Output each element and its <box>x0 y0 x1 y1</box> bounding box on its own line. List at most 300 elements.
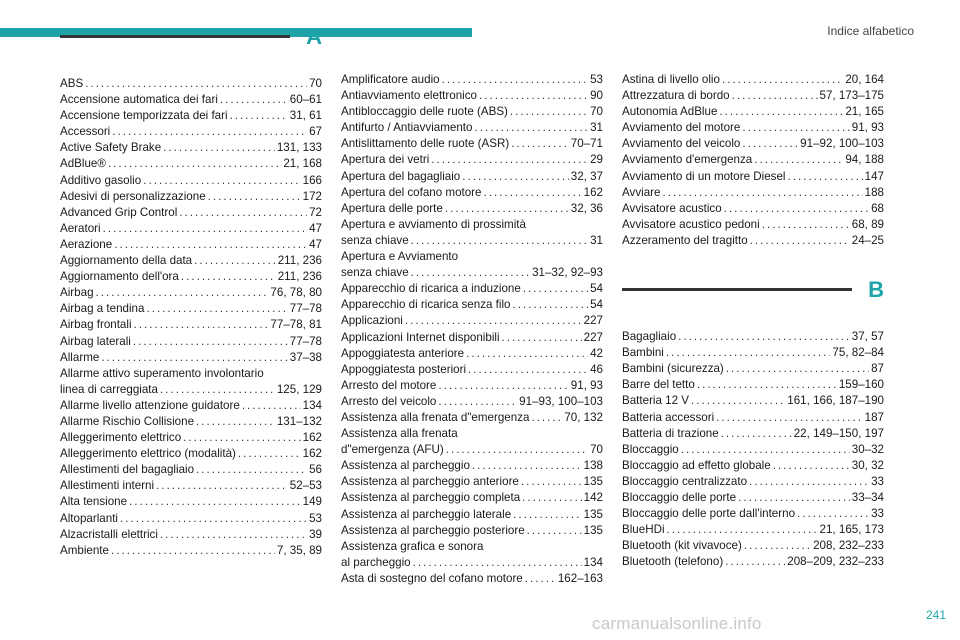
index-entry-term: Accensione temporizzata dei fari <box>60 109 228 123</box>
index-entry-pages: 162 <box>583 185 603 199</box>
index-entry <box>60 92 322 108</box>
index-entry <box>622 136 884 152</box>
index-entry-pages: 94, 188 <box>845 153 884 167</box>
index-entry <box>60 140 322 156</box>
watermark: carmanualsonline.info <box>592 614 762 633</box>
index-entry-pages: 46 <box>590 362 603 376</box>
index-entry-row <box>60 543 322 559</box>
dot-leader <box>134 317 269 333</box>
index-entry-term: Allestimenti interni <box>60 479 155 493</box>
index-entry-row <box>60 382 322 398</box>
index-entry <box>341 571 603 587</box>
index-entry-term: Batteria accessori <box>622 410 715 424</box>
section-rule <box>60 35 290 38</box>
section-letter: A <box>306 24 322 49</box>
index-entry-pages: 227 <box>583 330 603 344</box>
index-entry-pages: 37–38 <box>289 350 322 364</box>
dot-leader <box>413 555 582 571</box>
dot-leader <box>112 124 307 140</box>
index-entry-row <box>341 313 603 329</box>
index-entry-row <box>341 72 603 88</box>
index-entry-pages: 134 <box>583 555 603 569</box>
index-entry-row <box>622 458 884 474</box>
index-entry-row <box>341 490 603 506</box>
index-entry-pages: 159–160 <box>838 378 884 392</box>
index-entry-term: Aggiornamento della data <box>60 254 193 268</box>
dot-leader <box>179 205 307 221</box>
index-entry-term: Accensione automatica dei fari <box>60 93 218 107</box>
index-entry-term: Additivo gasolio <box>60 173 142 187</box>
index-entry-pages: 227 <box>583 314 603 328</box>
index-entry-pages: 72 <box>309 205 322 219</box>
index-entry-pages: 162–163 <box>557 571 603 585</box>
index-entry-term: Bambini <box>622 346 664 360</box>
index-entry <box>341 490 603 506</box>
index-entry-pages: 188 <box>864 185 884 199</box>
index-entry-row <box>341 330 603 346</box>
index-entry <box>60 221 322 237</box>
dot-leader <box>726 361 869 377</box>
index-entry-pages: 166 <box>302 173 322 187</box>
index-entry-row <box>341 88 603 104</box>
dot-leader <box>787 169 862 185</box>
index-entry-term: AdBlue® <box>60 157 106 171</box>
index-entry <box>622 88 884 104</box>
index-entry-row <box>60 478 322 494</box>
index-entry-term: Autonomia AdBlue <box>622 105 718 119</box>
index-entry-pages: 70 <box>590 105 603 119</box>
index-entry <box>60 237 322 253</box>
index-entry-row <box>341 555 603 571</box>
index-entry-term: Arresto del veicolo <box>341 394 437 408</box>
index-entry <box>341 474 603 490</box>
index-entry-pages: 87 <box>871 362 884 376</box>
index-entry-term: Alleggerimento elettrico (modalità) <box>60 447 236 461</box>
index-entry-row <box>622 474 884 490</box>
index-entry-pages: 138 <box>583 459 603 473</box>
dot-leader <box>666 345 831 361</box>
dot-leader <box>691 393 785 409</box>
index-entry-pages: 7, 35, 89 <box>276 543 322 557</box>
index-entry-row <box>341 281 603 297</box>
index-entry <box>622 426 884 442</box>
index-entry-row <box>60 173 322 189</box>
index-entry-pages: 211, 236 <box>277 254 322 268</box>
index-entry-row <box>60 317 322 333</box>
index-entry-pages: 147 <box>864 169 884 183</box>
dot-leader <box>722 72 843 88</box>
dot-leader <box>742 120 849 136</box>
index-entry-row <box>622 490 884 506</box>
dot-leader <box>472 458 582 474</box>
index-entry-term: Alta tensione <box>60 495 128 509</box>
index-entry-pages: 30–32 <box>851 442 884 456</box>
index-entry-term: Apertura del bagagliaio <box>341 169 461 183</box>
index-entry <box>341 410 603 426</box>
index-entry-term: Aeratori <box>60 221 101 235</box>
index-entry-term: ABS <box>60 77 84 90</box>
index-entry-term: Avvisatore acustico <box>622 201 722 215</box>
index-entry <box>60 366 322 398</box>
index-entry <box>341 152 603 168</box>
index-entry-term: senza chiave <box>341 233 409 247</box>
index-entry <box>60 108 322 124</box>
dot-leader <box>773 458 850 474</box>
page-header-title: Indice alfabetico <box>827 24 914 38</box>
dot-leader <box>797 506 869 522</box>
index-entry <box>60 511 322 527</box>
index-entry-term: Apertura delle porte <box>341 201 443 215</box>
index-entry <box>60 205 322 221</box>
index-entry-pages: 39 <box>309 527 322 541</box>
dot-leader <box>744 538 811 554</box>
dot-leader <box>96 285 269 301</box>
index-entry-pages: 161, 166, 187–190 <box>787 394 884 408</box>
index-entry-pages: 70, 132 <box>564 410 603 424</box>
dot-leader <box>114 237 307 253</box>
index-entry <box>622 490 884 506</box>
dot-leader <box>510 104 588 120</box>
index-entry-term: Avviamento d'emergenza <box>622 153 753 167</box>
index-entry-pages: 77–78 <box>289 302 322 316</box>
dot-leader <box>160 382 275 398</box>
index-entry-term: Assistenza al parcheggio <box>341 459 470 473</box>
dot-leader <box>129 494 301 510</box>
index-entry-pages: 21, 165, 173 <box>819 523 884 537</box>
index-entry-row <box>341 362 603 378</box>
index-entry-term: Aerazione <box>60 237 113 251</box>
index-entry <box>341 394 603 410</box>
index-entry-row <box>341 442 603 458</box>
dot-leader <box>474 120 588 136</box>
index-entry-pages: 53 <box>590 73 603 86</box>
index-entry <box>341 346 603 362</box>
index-entry-row <box>60 205 322 221</box>
index-column-2 <box>341 72 603 587</box>
index-entry <box>622 217 884 233</box>
index-entry-row <box>341 410 603 426</box>
index-entry-row <box>341 378 603 394</box>
index-entry-pages: 22, 149–150, 197 <box>793 426 884 440</box>
index-entry-term: Assistenza alla frenata d"emergenza <box>341 410 530 424</box>
index-entry-row <box>341 201 603 217</box>
index-entry-pages: 54 <box>590 298 603 312</box>
index-entry-term: senza chiave <box>341 266 409 280</box>
dot-leader <box>738 490 850 506</box>
dot-leader <box>531 410 562 426</box>
index-entry <box>60 398 322 414</box>
index-entry-row <box>622 361 884 377</box>
index-entry-term: Avviamento del motore <box>622 121 741 135</box>
index-entry-term: Appoggiatesta anteriore <box>341 346 465 360</box>
index-entry-term-first-line: Assistenza alla frenata <box>341 427 458 441</box>
index-entry-row <box>341 185 603 201</box>
index-entry-pages: 134 <box>302 398 322 412</box>
index-entry-row <box>341 474 603 490</box>
index-entry-term: Alzacristalli elettrici <box>60 527 158 541</box>
index-entry <box>341 313 603 329</box>
index-entry <box>60 253 322 269</box>
index-entry-term: Allarme Rischio Collisione <box>60 414 195 428</box>
index-entry-term: Adesivi di personalizzazione <box>60 189 206 203</box>
dot-leader <box>762 217 850 233</box>
index-entry <box>341 362 603 378</box>
dot-leader <box>111 543 275 559</box>
index-entry-term: Assistenza al parcheggio completa <box>341 491 521 505</box>
index-entry-row <box>622 426 884 442</box>
index-entry-pages: 31 <box>590 121 603 135</box>
dot-leader <box>445 201 569 217</box>
dot-leader <box>196 414 275 430</box>
index-entry-term: Barre del tetto <box>622 378 695 392</box>
index-entry-row <box>60 285 322 301</box>
index-entry-row <box>622 393 884 409</box>
index-entry-term: al parcheggio <box>341 555 411 569</box>
index-entry <box>60 269 322 285</box>
index-entry-pages: 135 <box>583 523 603 537</box>
index-entry-term: Bluetooth (telefono) <box>622 555 724 569</box>
dot-leader <box>479 88 588 104</box>
index-entry <box>60 350 322 366</box>
index-entry <box>341 458 603 474</box>
dot-leader <box>725 554 785 570</box>
index-entry-pages: 135 <box>583 507 603 521</box>
index-entry-pages: 24–25 <box>851 233 884 247</box>
index-entry-term: Antifurto / Antiavviamento <box>341 121 473 135</box>
index-entry-term: Amplificatore audio <box>341 73 440 86</box>
index-entry-term: Bluetooth (kit vivavoce) <box>622 539 742 553</box>
index-entry <box>622 522 884 538</box>
index-entry <box>60 173 322 189</box>
index-entry <box>341 539 603 571</box>
index-entry-pages: 57, 173–175 <box>819 89 884 103</box>
index-entry <box>622 474 884 490</box>
index-entry-row <box>622 201 884 217</box>
index-entry-term-first-line: Apertura e avviamento di prossimità <box>341 217 526 231</box>
dot-leader <box>405 313 582 329</box>
dot-leader <box>156 478 288 494</box>
index-entry-term: Airbag laterali <box>60 334 131 348</box>
index-entry <box>341 169 603 185</box>
dot-leader <box>754 152 843 168</box>
index-entry <box>622 377 884 393</box>
index-entry-pages: 77–78, 81 <box>270 318 322 332</box>
index-entry-pages: 211, 236 <box>277 270 322 284</box>
index-entry-row <box>60 237 322 253</box>
index-entry-term: Avviare <box>622 185 661 199</box>
index-entry-pages: 90 <box>590 89 603 103</box>
section-spacer <box>622 249 884 283</box>
dot-leader <box>163 140 275 156</box>
dot-leader <box>513 507 582 523</box>
index-entry-pages: 149 <box>302 495 322 509</box>
index-entry-pages: 37, 57 <box>851 330 884 344</box>
index-entry-term: Apertura del cofano motore <box>341 185 482 199</box>
index-entry-row <box>60 334 322 350</box>
index-entry-pages: 53 <box>309 511 322 525</box>
index-entry-term: Avviamento del veicolo <box>622 137 741 151</box>
index-entry-pages: 30, 32 <box>851 458 884 472</box>
index-entry <box>341 297 603 313</box>
index-entry-row <box>622 104 884 120</box>
index-entry <box>341 523 603 539</box>
index-entry-row <box>60 269 322 285</box>
section-header <box>60 24 322 76</box>
index-entry-row <box>60 108 322 124</box>
dot-leader <box>523 281 588 297</box>
index-entry-pages: 31, 61 <box>289 109 322 123</box>
dot-leader <box>220 92 288 108</box>
index-entry-pages: 70 <box>590 443 603 457</box>
section-rule <box>622 288 852 291</box>
index-entry <box>622 361 884 377</box>
index-entry <box>622 554 884 570</box>
index-entry-row <box>60 156 322 172</box>
index-entry-term: linea di carreggiata <box>60 382 158 396</box>
index-entry-term: Bloccaggio delle porte dall'interno <box>622 507 796 521</box>
index-entry <box>622 538 884 554</box>
index-entry <box>622 120 884 136</box>
index-entry <box>622 104 884 120</box>
dot-leader <box>721 426 792 442</box>
index-entry-pages: 172 <box>302 189 322 203</box>
index-entry-term: Bloccaggio delle porte <box>622 490 737 504</box>
dot-leader <box>527 523 582 539</box>
dot-leader <box>724 201 869 217</box>
index-entry <box>622 393 884 409</box>
index-entry-term: Applicazioni Internet disponibili <box>341 330 500 344</box>
index-entry-row <box>60 494 322 510</box>
index-entry <box>60 156 322 172</box>
index-entry-term: Apparecchio di ricarica senza filo <box>341 298 511 312</box>
dot-leader <box>662 185 862 201</box>
index-entry <box>60 301 322 317</box>
index-entry <box>341 378 603 394</box>
index-entry <box>341 249 603 281</box>
index-entry-row <box>341 169 603 185</box>
index-entry-pages: 21, 168 <box>283 157 322 171</box>
index-entry <box>622 345 884 361</box>
index-entry-pages: 31–32, 92–93 <box>532 266 603 280</box>
dot-leader <box>742 136 798 152</box>
index-entry-term: Allarme livello attenzione guidatore <box>60 398 240 412</box>
dot-leader <box>101 350 287 366</box>
dot-leader <box>678 329 850 345</box>
index-entry-row <box>341 265 603 281</box>
index-entry-row <box>622 554 884 570</box>
index-entry-row <box>60 511 322 527</box>
index-entry-row <box>622 136 884 152</box>
index-entry-row <box>341 571 603 587</box>
dot-leader <box>196 462 307 478</box>
index-entry-pages: 47 <box>309 221 322 235</box>
index-entry <box>341 217 603 249</box>
index-entry-term: Arresto del motore <box>341 378 437 392</box>
dot-leader <box>183 430 301 446</box>
index-entry-term: Antislittamento delle ruote (ASR) <box>341 137 510 151</box>
index-entry <box>341 330 603 346</box>
index-entry-term: Airbag frontali <box>60 318 132 332</box>
index-entry <box>60 189 322 205</box>
index-entry-row <box>60 527 322 543</box>
index-entry <box>341 72 603 88</box>
index-entry-term: Advanced Grip Control <box>60 205 178 219</box>
index-entry-term: Accessori <box>60 125 111 139</box>
index-entry-row <box>341 104 603 120</box>
index-entry <box>622 329 884 345</box>
index-entry-row <box>60 221 322 237</box>
index-entry-row <box>622 522 884 538</box>
index-entry-term: Azzeramento del tragitto <box>622 233 748 247</box>
index-entry-row <box>622 169 884 185</box>
index-entry-term: Bloccaggio centralizzato <box>622 474 748 488</box>
index-entry-pages: 56 <box>309 463 322 477</box>
index-entry-term: Bambini (sicurezza) <box>622 362 724 376</box>
dot-leader <box>522 490 581 506</box>
index-entry-row <box>341 458 603 474</box>
dot-leader <box>108 156 281 172</box>
index-entry-pages: 21, 165 <box>845 105 884 119</box>
index-entry <box>60 478 322 494</box>
index-entry-row <box>341 523 603 539</box>
index-entry <box>622 506 884 522</box>
dot-leader <box>133 334 288 350</box>
index-entry-term: Assistenza al parcheggio anteriore <box>341 475 519 489</box>
index-entry-term: Asta di sostegno del cofano motore <box>341 571 523 585</box>
dot-leader <box>732 88 818 104</box>
index-entry-row <box>622 72 884 88</box>
index-entry <box>341 104 603 120</box>
index-entry-row <box>341 233 603 249</box>
dot-leader <box>462 169 569 185</box>
index-column-1 <box>60 24 322 559</box>
index-entry-term: Bloccaggio <box>622 442 679 456</box>
dot-leader <box>468 362 588 378</box>
dot-leader <box>85 76 307 92</box>
index-entry-row <box>60 398 322 414</box>
index-entry-pages: 77–78 <box>289 334 322 348</box>
index-entry-term: Avviamento di un motore Diesel <box>622 169 786 183</box>
index-entry-pages: 162 <box>302 431 322 445</box>
dot-leader <box>525 571 556 587</box>
dot-leader <box>194 253 276 269</box>
index-entry-term-first-line: Assistenza grafica e sonora <box>341 539 484 553</box>
index-entry <box>341 426 603 458</box>
index-entry <box>60 494 322 510</box>
index-entry-row <box>622 329 884 345</box>
index-entry-term: Airbag a tendina <box>60 302 145 316</box>
index-entry-row <box>622 88 884 104</box>
index-column-3 <box>622 72 884 570</box>
index-entry-pages: 32, 37 <box>570 169 603 183</box>
index-entry-pages: 75, 82–84 <box>832 346 884 360</box>
index-entry-pages: 142 <box>583 491 603 505</box>
index-entry-pages: 125, 129 <box>276 382 322 396</box>
index-entry-row <box>60 76 322 92</box>
index-entry-row <box>341 346 603 362</box>
index-entry-term-first-line: Apertura e Avviamento <box>341 250 459 264</box>
index-entry-pages: 208, 232–233 <box>813 539 884 553</box>
index-entry-row <box>622 506 884 522</box>
index-entry <box>341 281 603 297</box>
index-entry-row <box>341 507 603 523</box>
index-entry-pages: 76, 78, 80 <box>270 286 322 300</box>
index-entry-row <box>622 152 884 168</box>
index-entry-term: Assistenza al parcheggio laterale <box>341 507 512 521</box>
index-entry-row <box>60 189 322 205</box>
index-entry-row <box>341 297 603 313</box>
index-entry <box>60 334 322 350</box>
